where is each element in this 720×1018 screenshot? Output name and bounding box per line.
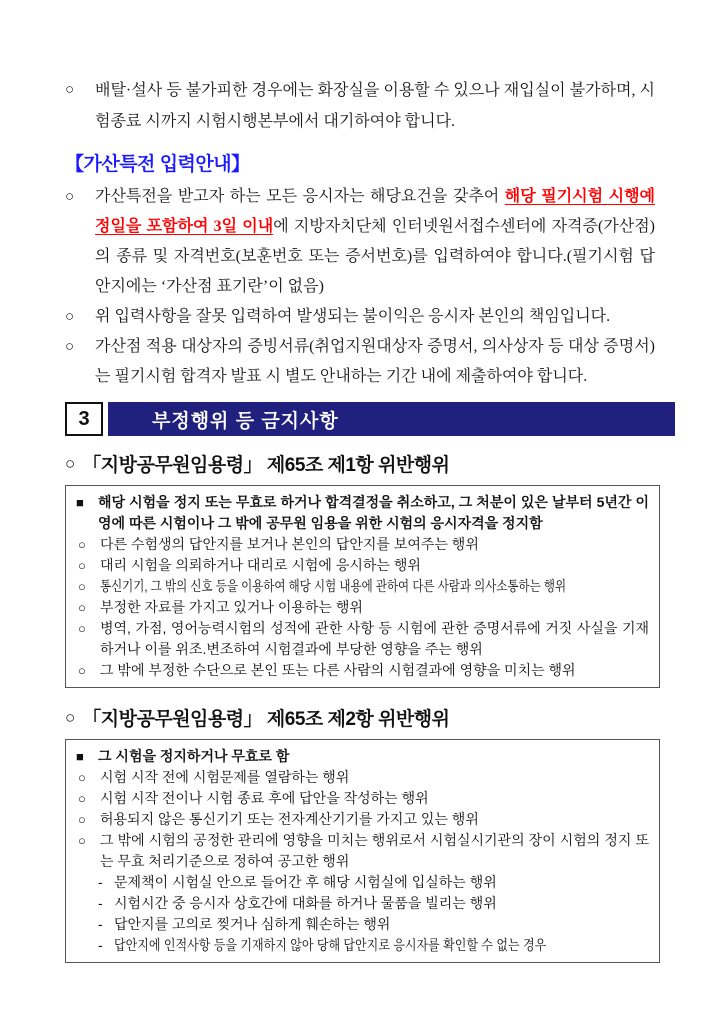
- law-heading-1-text: 「지방공무원임용령」 제65조 제1항 위반행위: [82, 455, 450, 476]
- violation-item: [76, 618, 649, 660]
- violation-item: [76, 660, 649, 681]
- bonus-section-title: 【가산특전 입력안내】: [65, 154, 250, 175]
- circle-bullet-icon: ○: [78, 833, 86, 848]
- law-heading-1: [65, 450, 655, 477]
- violation-item: [76, 809, 649, 830]
- circle-bullet-icon: ○: [65, 339, 75, 355]
- dash-bullet-icon: -: [98, 937, 103, 953]
- square-bullet-icon: ■: [76, 749, 84, 764]
- bonus-bullet-1: [65, 182, 655, 302]
- circle-bullet-icon: ○: [78, 558, 86, 573]
- violation-subitem: [98, 935, 649, 956]
- violation-item-text: [100, 576, 668, 597]
- bonus-bullet-3: [65, 332, 655, 392]
- violation-item: [76, 597, 649, 618]
- violation-subitem: [98, 872, 649, 893]
- violation-item-text: 병역, 가점, 영어능력시험의 성적에 관한 사항 등 시험에 관한 증명서류에 거짓 사실을 기재하거나 이를 위조.변조하여 시험결과에 부당한 영향을 주는 행위: [100, 620, 649, 657]
- violation-item-text: 시험 시작 전에 시험문제를 열람하는 행위: [100, 769, 350, 785]
- circle-bullet-icon: ○: [78, 579, 86, 594]
- section-number-box: 3: [65, 402, 103, 436]
- violation-item-text: 시험 시작 전이나 시험 종료 후에 답안을 작성하는 행위: [100, 790, 429, 806]
- bonus-bullet-2: [65, 302, 655, 332]
- dash-bullet-icon: -: [98, 874, 103, 890]
- circle-bullet-icon: ○: [65, 309, 75, 325]
- law-box-2: [65, 739, 660, 963]
- violation-item: [76, 534, 649, 555]
- bonus-bullet-1-post: 에 지방자치단체 인터넷원서접수센터에 자격증(가산점)의 종류 및 자격번호(보훈번호 또는 증서번호)를 입력하여야 합니다.(필기시험 답안지에는 ‘가산점 표기란’이 없음): [95, 218, 655, 295]
- section-banner-title: 부정행위 등 금지사항: [108, 402, 675, 436]
- circle-bullet-icon: ○: [78, 621, 86, 636]
- circle-bullet-icon: ○: [78, 663, 86, 678]
- law-heading-2-text: 「지방공무원임용령」 제65조 제2항 위반행위: [82, 709, 450, 730]
- bonus-bullet-1-pre: 가산특전을 받고자 하는 모든 응시자는 해당요건을 갖추어: [95, 188, 505, 205]
- bonus-bullet-2-text: 위 입력사항을 잘못 입력하여 발생되는 불이익은 응시자 본인의 책임입니다.: [95, 308, 611, 325]
- violation-item: [76, 767, 649, 788]
- condensed-line: 통신기기, 그 밖의 신호 등을 이용하여 해당 시험 내용에 관하여 다른 사람과 의사소통하는 행위: [100, 578, 567, 594]
- violation-subitem-text: [114, 935, 649, 956]
- bonus-bullet-list: [65, 182, 655, 392]
- circle-bullet-icon: ○: [78, 791, 86, 806]
- bonus-bullet-1-text: [95, 182, 655, 302]
- bonus-bullet-3-text: 가산점 적용 대상자의 증빙서류(취업지원대상자 증명서, 의사상자 등 대상 증명서)는 필기시험 합격자 발표 시 별도 안내하는 기간 내에 제출하여야 합니다.: [95, 338, 655, 385]
- violation-item-text: 다른 수험생의 답안지를 보거나 본인의 답안지를 보여주는 행위: [100, 536, 479, 552]
- violation-subitem-text: 시험시간 중 응시자 상호간에 대화를 하거나 물품을 빌리는 행위: [114, 895, 497, 911]
- violation-item: [76, 830, 649, 872]
- law-heading-2: [65, 704, 655, 731]
- law-box-1-heading-text: 해당 시험을 정지 또는 무효로 하거나 합격결정을 취소하고, 그 처분이 있은 날부터 5년간 이 영에 따른 시험이나 그 밖에 공무원 임용을 위한 시험의 응시자격을 정지함: [98, 494, 649, 531]
- dash-bullet-icon: -: [98, 916, 103, 932]
- square-bullet-icon: ■: [76, 495, 84, 510]
- violation-subitem-text: 답안지를 고의로 찢거나 심하게 훼손하는 행위: [114, 916, 391, 932]
- violation-subitem: [98, 914, 649, 935]
- violation-item-text: 그 밖에 부정한 수단으로 본인 또는 다른 사람의 시험결과에 영향을 미치는 행위: [100, 662, 576, 678]
- violation-item: [76, 555, 649, 576]
- violation-item-text: 허용되지 않은 통신기기 또는 전자계산기기를 가지고 있는 행위: [100, 811, 479, 827]
- violation-item-text: 부정한 자료를 가지고 있거나 이용하는 행위: [100, 599, 363, 615]
- violation-item: [76, 788, 649, 809]
- condensed-line: 답안지에 인적사항 등을 기재하지 않아 당해 답안지로 응시자를 확인할 수 없는 경우: [114, 937, 547, 953]
- circle-bullet-icon: ○: [78, 770, 86, 785]
- circle-bullet-icon: ○: [78, 600, 86, 615]
- law-box-1-heading: [76, 492, 649, 534]
- circle-bullet-icon: ○: [65, 189, 75, 205]
- law-box-2-heading: [76, 746, 649, 767]
- circle-bullet-icon: ○: [78, 537, 86, 552]
- circle-bullet-icon: ○: [65, 453, 76, 473]
- law-box-2-heading-text: 그 시험을 정지하거나 무효로 함: [98, 748, 290, 764]
- violation-item: [76, 576, 649, 597]
- circle-bullet-icon: ○: [65, 707, 76, 727]
- violation-item-text: 대리 시험을 의뢰하거나 대리로 시험에 응시하는 행위: [100, 557, 421, 573]
- bonus-deadline-highlight: 해당 필기시험 시행예정일을 포함하여 3일 이내: [95, 188, 655, 235]
- circle-bullet-icon: ○: [78, 812, 86, 827]
- violation-subitem: [98, 893, 649, 914]
- restroom-notice-bullet: [65, 75, 655, 137]
- section-3-banner: [65, 402, 675, 436]
- violation-subitem-text: 문제책이 시험실 안으로 들어간 후 해당 시험실에 입실하는 행위: [114, 874, 497, 890]
- violation-item-text: 그 밖에 시험의 공정한 관리에 영향을 미치는 행위로서 시험실시기관의 장이 시험의 정지 또는 무효 처리기준으로 정하여 공고한 행위: [100, 832, 649, 869]
- law-box-1: [65, 485, 660, 688]
- restroom-notice-text: 배탈·설사 등 불가피한 경우에는 화장실을 이용할 수 있으나 재입실이 불가하며, 시험종료 시까지 시험시행본부에서 대기하여야 합니다.: [95, 82, 655, 130]
- circle-bullet-icon: ○: [65, 82, 75, 98]
- dash-bullet-icon: -: [98, 895, 103, 911]
